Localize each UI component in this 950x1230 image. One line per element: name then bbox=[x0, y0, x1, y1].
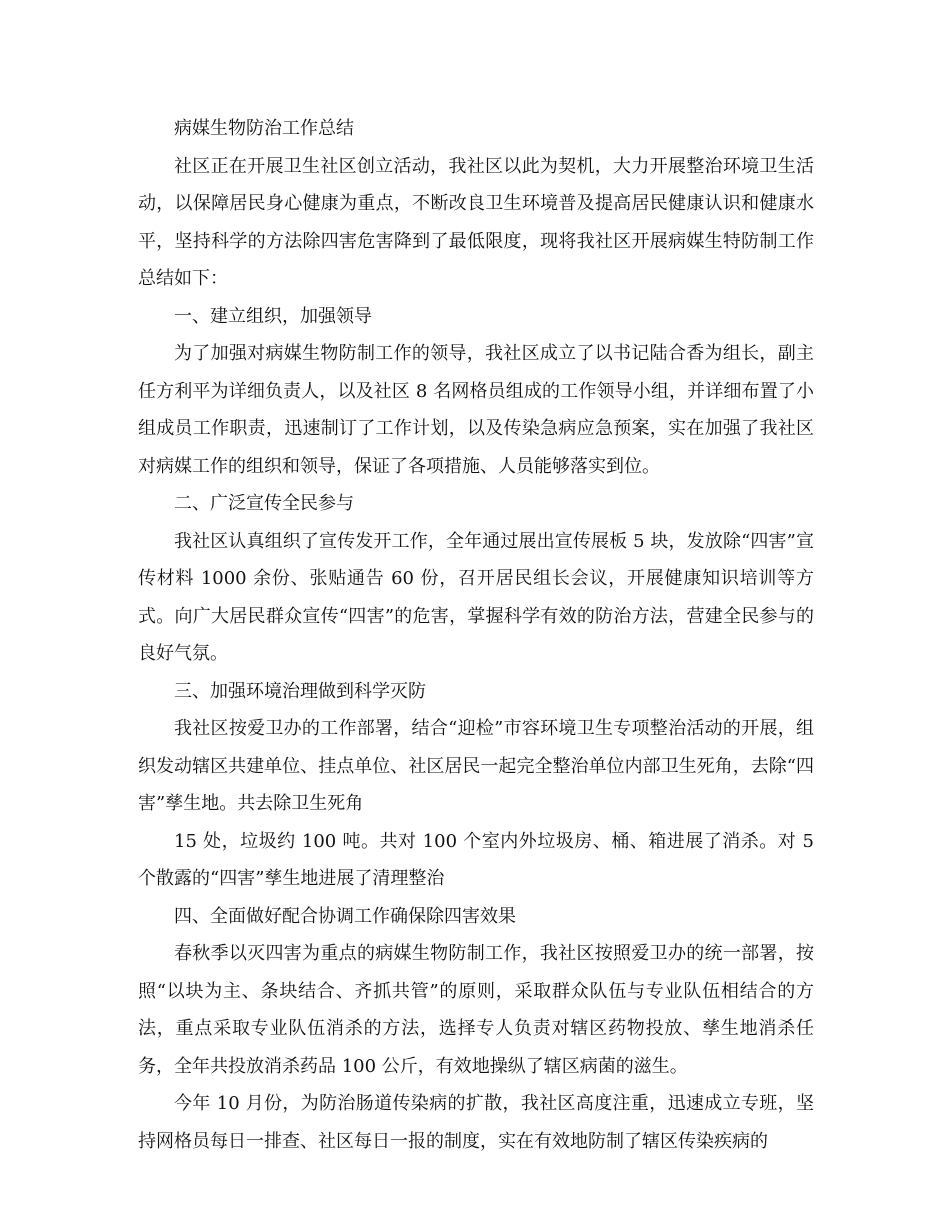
paragraph-intro: 社区正在开展卫生社区创立活动，我社区以此为契机，大力开展整治环境卫生活动，以保障居民身心健康为重点，不断改良卫生环境普及提高居民健康认识和健康水平，坚持科学的方法除四害危害降到了最低限度，现将我社区开展病媒生特防制工作总结如下： bbox=[138, 155, 814, 289]
paragraph-closing: 今年 10 月份，为防治肠道传染病的扩散，我社区高度注重，迅速成立专班，坚持网格员每日一排查、社区每日一报的制度，实在有效地防制了辖区传染疾病的 bbox=[138, 1093, 814, 1152]
paragraph-section-4: 春秋季以灭四害为重点的病媒生物防制工作，我社区按照爱卫办的统一部署，按照“以块为主、条块结合、齐抓共管”的原则，采取群众队伍与专业队伍相结合的方法，重点采取专业队伍消杀的方法，选择专人负责对辖区药物投放、孳生地消杀任务，全年共投放消杀药品 100 公斤，有效地操纵了辖区病菌的滋生。 bbox=[138, 943, 814, 1077]
paragraph-section-1: 为了加强对病媒生物防制工作的领导，我社区成立了以书记陆合香为组长，副主任方利平为详细负责人，以及社区 8 名网格员组成的工作领导小组，并详细布置了小组成员工作职责，迅速制订了工作计划，以及传染急病应急预案，实在加强了我社区对病媒工作的组织和领导，保证了各项措施、人员能够落实到位。 bbox=[138, 343, 814, 477]
section-heading-4: 四、全面做好配合协调工作确保除四害效果 bbox=[174, 905, 516, 927]
document-page bbox=[138, 110, 814, 1160]
paragraph-section-3b: 15 处，垃圾约 100 吨。共对 100 个室内外垃圾房、桶、箱进展了消杀。对 5 个散露的“四害”孳生地进展了清理整治 bbox=[138, 830, 814, 889]
paragraph-section-2: 我社区认真组织了宣传发开工作，全年通过展出宣传展板 5 块，发放除“四害”宣传材料 1000 余份、张贴通告 60 份，召开居民组长会议，开展健康知识培训等方式。向广大居民群众宣传“四害”的危害，掌握科学有效的防治方法，营建全民参与的良好气氛。 bbox=[138, 530, 814, 664]
section-heading-3: 三、加强环境治理做到科学灭防 bbox=[174, 680, 426, 702]
section-heading-2: 二、广泛宣传全民参与 bbox=[174, 493, 354, 514]
section-heading-1: 一、建立组织，加强领导 bbox=[174, 305, 372, 327]
document-title: 病媒生物防治工作总结 bbox=[174, 118, 354, 139]
paragraph-section-3a: 我社区按爱卫办的工作部署，结合“迎检”市容环境卫生专项整治活动的开展，组织发动辖区共建单位、挂点单位、社区居民一起完全整治单位内部卫生死角，去除“四害”孳生地。共去除卫生死角 bbox=[138, 718, 814, 814]
